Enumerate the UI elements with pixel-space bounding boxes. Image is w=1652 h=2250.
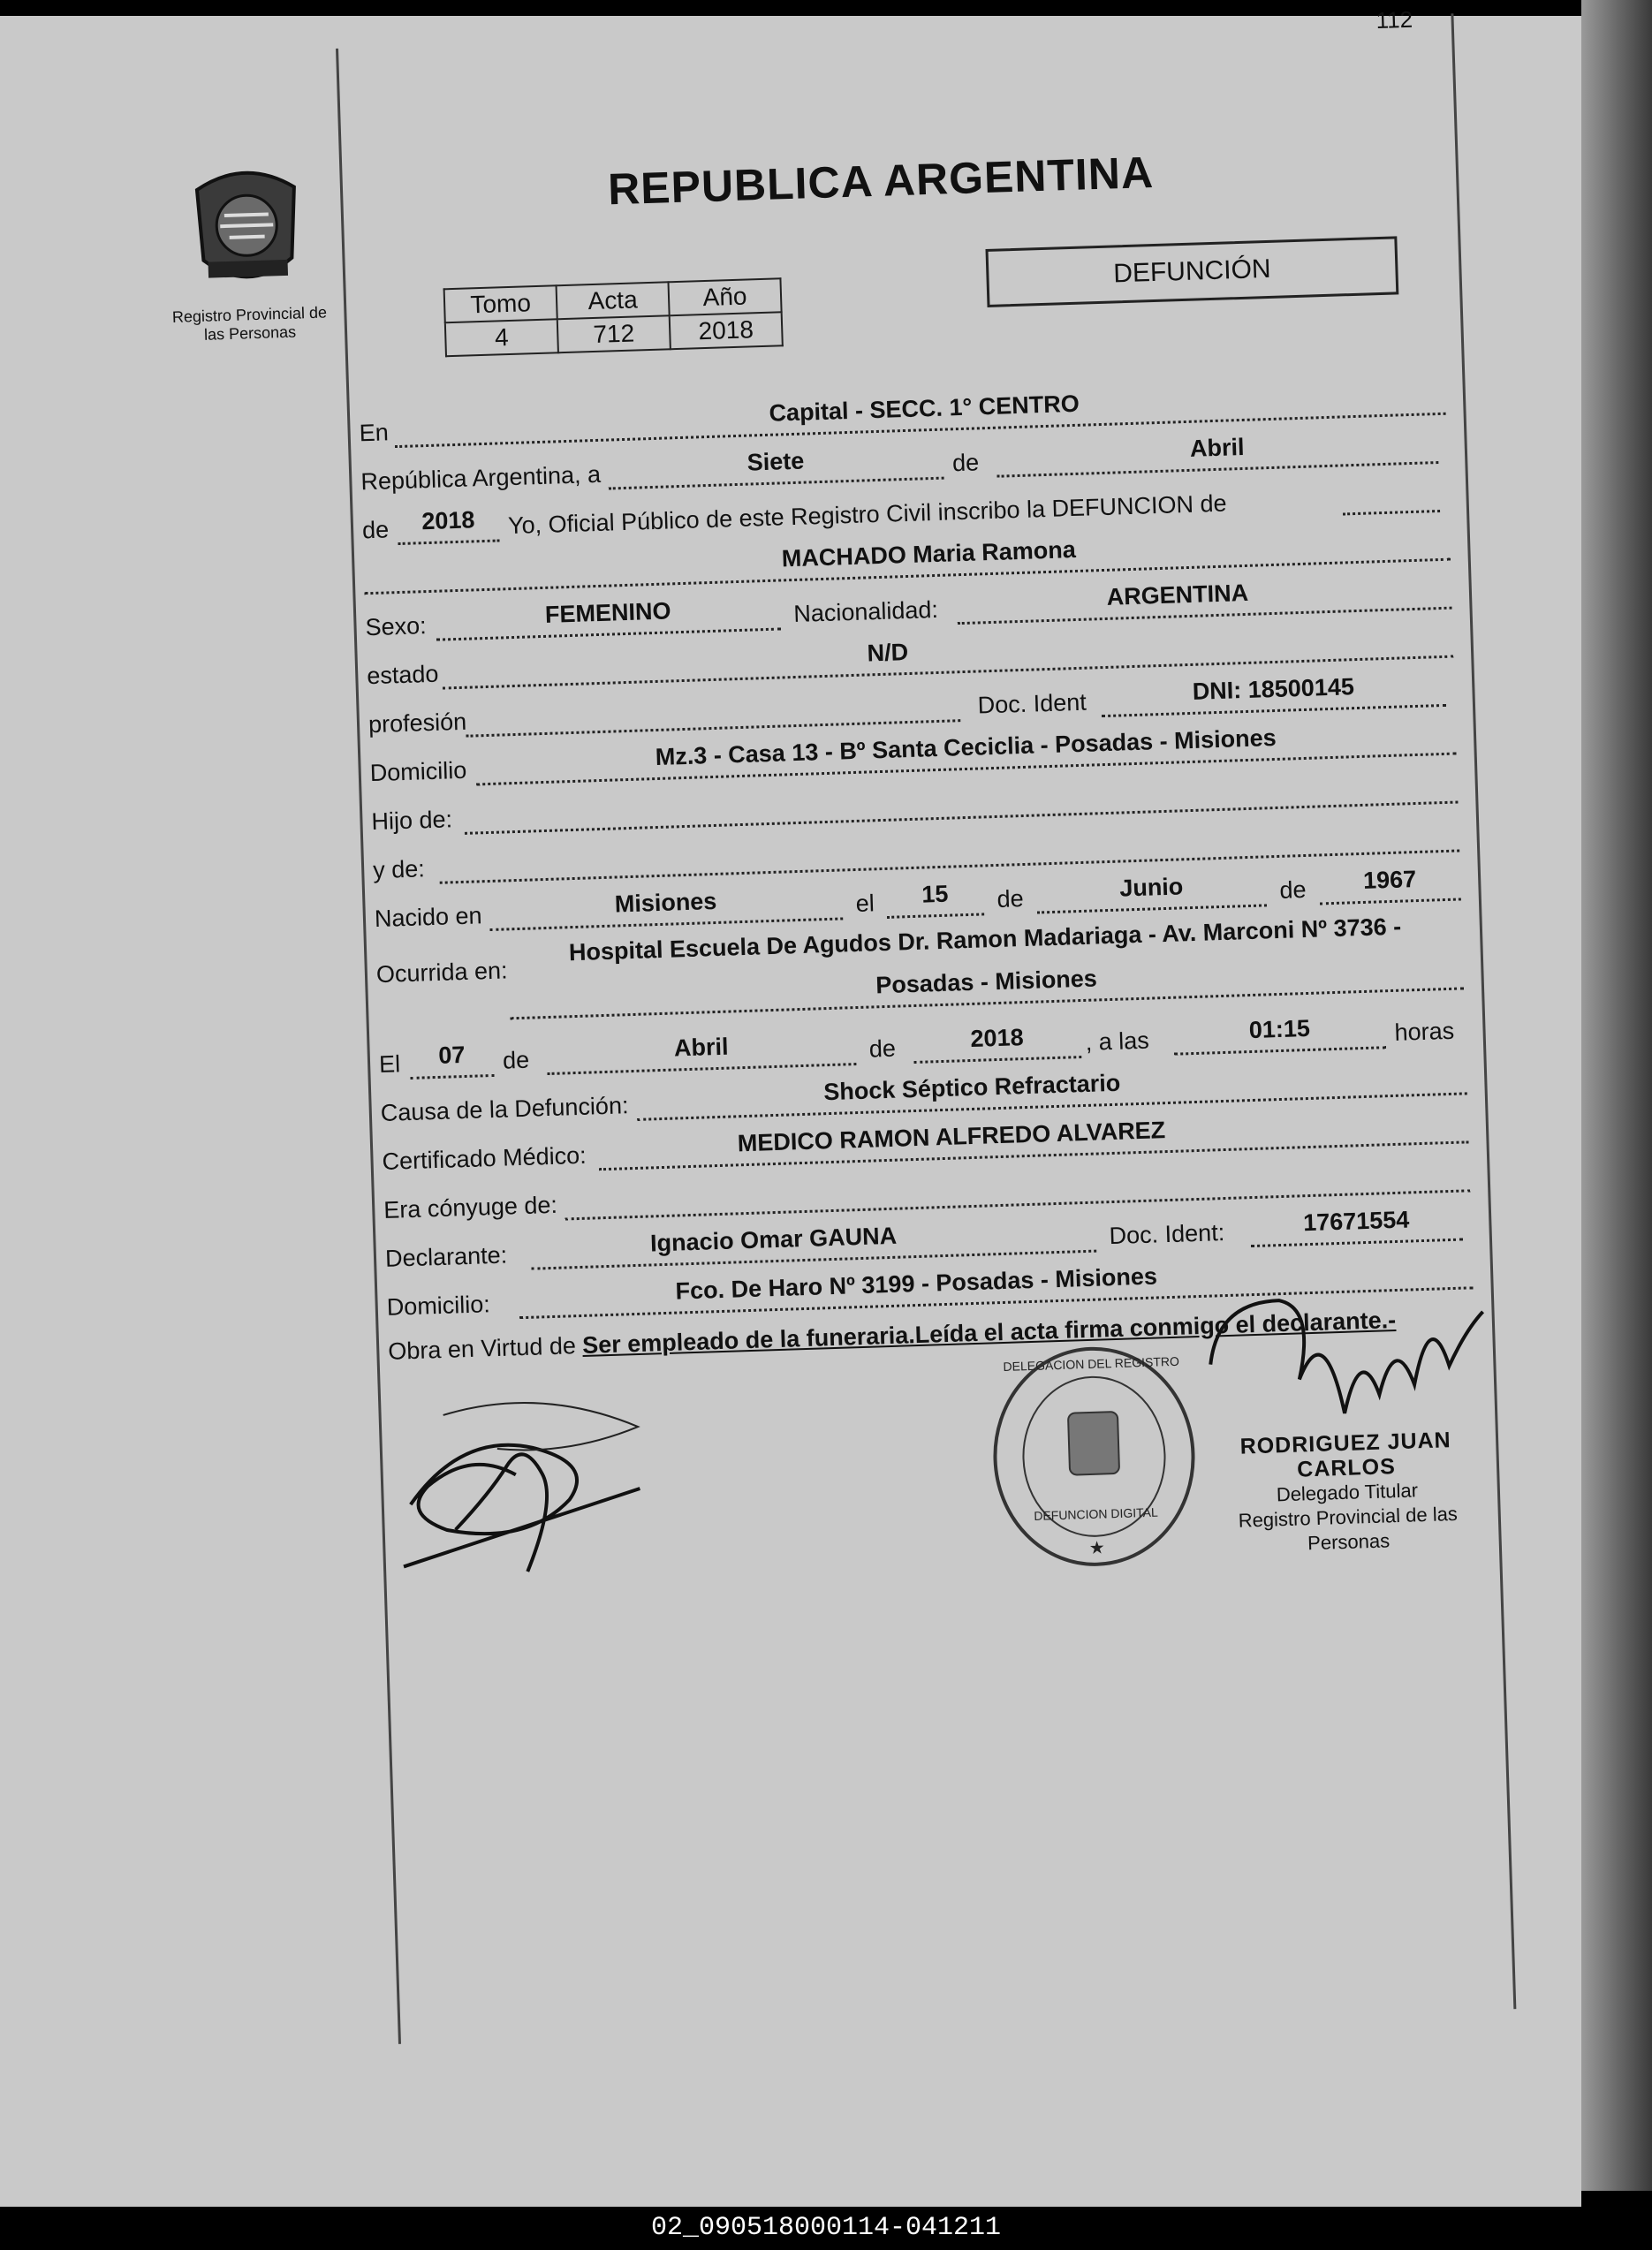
declarant-signature-icon [390, 1390, 661, 1593]
label-mother: y de: [372, 855, 426, 884]
value-tomo: 4 [445, 319, 558, 356]
label-el: el [855, 890, 875, 917]
inscribo-text: Yo, Oficial Público de este Registro Civil inscribo la DEFUNCION de [507, 489, 1227, 540]
value-sex: FEMENINO [544, 597, 671, 628]
label-civil-status: estado [366, 660, 439, 690]
value-nationality: ARGENTINA [1106, 579, 1249, 610]
label-doc: Doc. Ident [977, 688, 1087, 719]
label-sex: Sexo: [365, 612, 428, 641]
label-born-in: Nacido en [374, 902, 482, 933]
misiones-seal-icon [178, 160, 315, 297]
value-death-year: 2018 [970, 1024, 1025, 1052]
label-de: de [997, 885, 1025, 913]
label-declarant-doc: Doc. Ident: [1109, 1219, 1225, 1250]
header-tomo: Tomo [444, 285, 557, 322]
file-id: 02_090518000114-041211 [650, 2213, 1002, 2243]
svg-text:DELEGACION DEL REGISTRO: DELEGACION DEL REGISTRO [1003, 1353, 1180, 1375]
value-death-time: 01:15 [1248, 1014, 1311, 1044]
header-acta: Acta [557, 282, 670, 319]
label-declarant: Declarante: [384, 1241, 508, 1272]
page-edge [1581, 0, 1652, 2191]
death-certificate-form [171, 5, 1516, 2044]
label-declarant-address: Domicilio: [386, 1291, 491, 1321]
value-declarant-doc: 17671554 [1302, 1206, 1410, 1237]
label-de: de [1278, 875, 1307, 904]
label-cause: Causa de la Defunción: [380, 1092, 629, 1126]
label-el: El [378, 1050, 401, 1079]
value-declarant: Ignacio Omar GAUNA [649, 1222, 898, 1257]
value-death-month: Abril [673, 1033, 729, 1062]
label-father: Hijo de: [371, 806, 453, 836]
value-declarant-address: Fco. De Haro Nº 3199 - Posadas - Misiones [675, 1262, 1158, 1305]
official-stamp-icon [984, 1338, 1203, 1574]
signer-role: Delegado Titular [1276, 1479, 1419, 1506]
value-acta: 712 [557, 315, 671, 352]
value-deceased-name: MACHADO Maria Ramona [781, 535, 1077, 572]
label-spouse: Era cónyuge de: [383, 1191, 558, 1223]
value-birth-day: 15 [921, 880, 949, 908]
label-grounds: Obra en Virtud de [387, 1332, 577, 1365]
record-type-box: DEFUNCIÓN [985, 236, 1398, 307]
registry-org-line-1: Registro Provincial de [171, 303, 328, 326]
value-certificate: MEDICO RAMON ALFREDO ALVAREZ [737, 1117, 1166, 1157]
value-birth-year: 1967 [1362, 866, 1417, 894]
value-address: Mz.3 - Casa 13 - Bº Santa Ceciclia - Posadas - Misiones [655, 723, 1277, 771]
value-place: Capital - SECC. 1° CENTRO [769, 390, 1080, 427]
label-en: En [359, 419, 390, 447]
signer-name: RODRIGUEZ JUAN CARLOS [1239, 1428, 1452, 1482]
header-anio: Año [668, 278, 781, 315]
label-hours: horas [1394, 1017, 1455, 1046]
label-certificate: Certificado Médico: [382, 1141, 587, 1175]
value-civil-status: N/D [867, 638, 909, 667]
svg-text:★: ★ [1088, 1538, 1106, 1559]
signer-org: Registro Provincial de las Personas [1238, 1502, 1459, 1555]
label-nationality: Nacionalidad: [792, 595, 939, 628]
value-death-day: 07 [437, 1041, 466, 1069]
value-cause: Shock Séptico Refractario [822, 1069, 1121, 1106]
svg-text:DEFUNCION DIGITAL: DEFUNCION DIGITAL [1034, 1504, 1159, 1523]
label-at: , a las [1085, 1027, 1150, 1056]
value-grounds: Ser empleado de la funeraria.Leída el acta firma conmigo el declarante.- [581, 1307, 1397, 1359]
label-de: de [502, 1046, 530, 1074]
value-birth-place: Misiones [614, 887, 717, 918]
label-republica: República Argentina, a [360, 460, 602, 496]
value-place-of-death-line-2: Posadas - Misiones [875, 965, 1098, 999]
page-number: 112 [1375, 5, 1413, 34]
official-signer-block [1195, 1427, 1499, 1560]
label-address: Domicilio [369, 756, 467, 787]
label-de: de [361, 516, 390, 544]
value-anio: 2018 [670, 312, 783, 349]
label-occurred-in: Ocurrida en: [375, 957, 508, 989]
label-de: de [868, 1034, 897, 1063]
value-place-of-death-line-1: Hospital Escuela De Agudos Dr. Ramon Madariaga - Av. Marconi Nº 3736 - [568, 913, 1402, 966]
label-de: de [951, 449, 980, 477]
registry-table [443, 277, 784, 357]
value-doc: DNI: 18500145 [1192, 673, 1355, 705]
province-logo [130, 158, 365, 346]
value-birth-month: Junio [1118, 873, 1184, 902]
value-year: 2018 [421, 506, 475, 535]
page-title: REPUBLICA ARGENTINA [607, 147, 1155, 215]
value-month: Abril [1189, 433, 1245, 462]
label-profession: profesión [368, 708, 467, 739]
registry-org-line-2: las Personas [203, 322, 297, 344]
value-day: Siete [746, 447, 805, 476]
